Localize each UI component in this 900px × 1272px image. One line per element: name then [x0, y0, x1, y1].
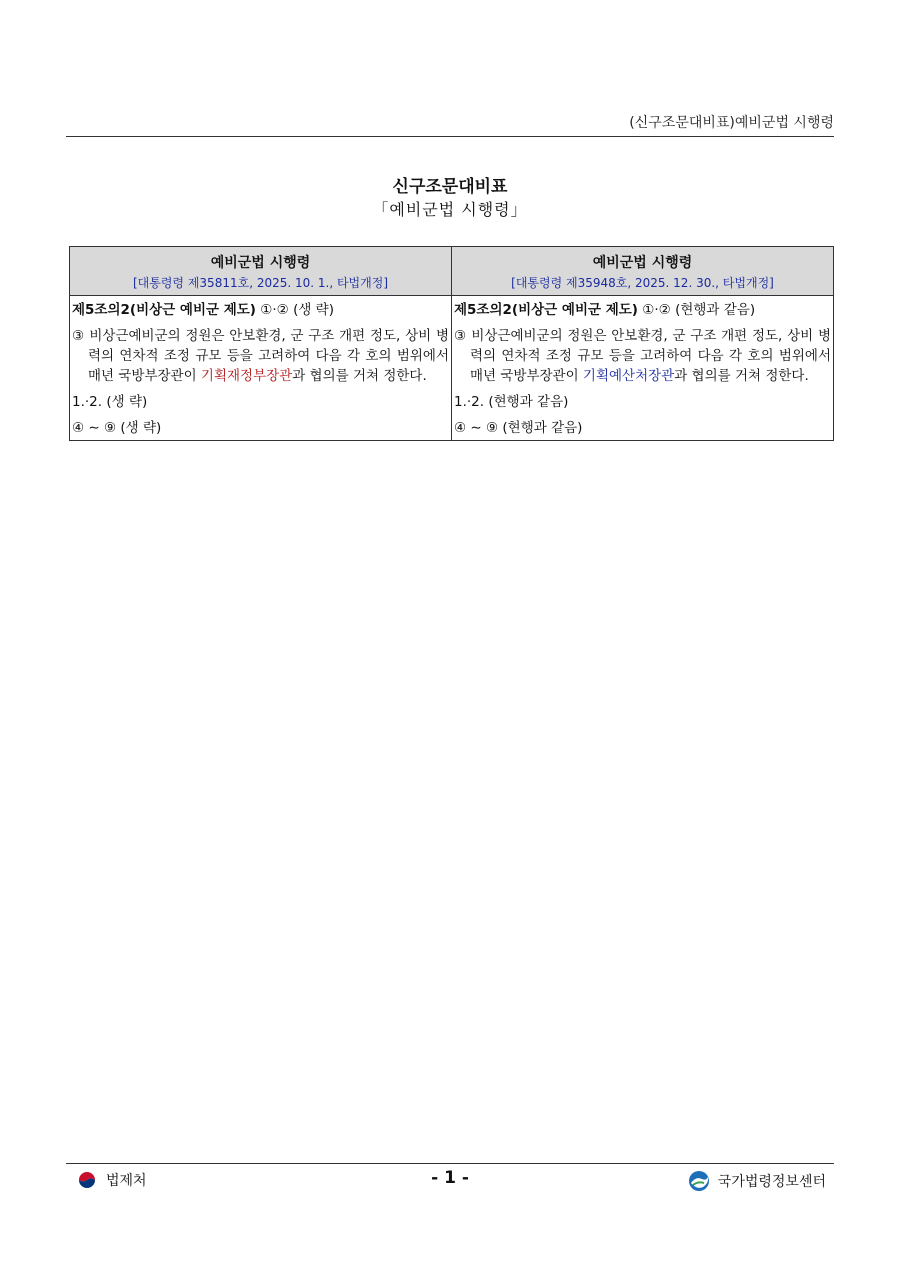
new-article-heading: 제5조의2(비상근 예비군 제도)	[454, 302, 638, 318]
new-para3-highlight: 기획예산처장관	[582, 368, 675, 384]
table-header-row	[70, 247, 834, 296]
old-para3-text: ③ 비상근예비군의 정원은 안보환경, 군 구조 개편 정도, 상비 병력의 연차적 조정 규모 등을 고려하여 다음 각 호의 범위에서 매년 국방부장관이	[72, 328, 449, 384]
old-article-tail: ①·② (생 략)	[255, 302, 334, 318]
new-items-4-9: ④ ∼ ⑨ (현행과 같음)	[454, 420, 583, 436]
old-items-1-2: 1.·2. (생 략)	[72, 394, 148, 410]
header-rule	[66, 136, 834, 137]
footer-rule	[66, 1163, 834, 1164]
table-body-row	[70, 296, 834, 441]
footer-ministry-label: 법제처	[106, 1173, 147, 1189]
new-article-tail: ①·② (현행과 같음)	[637, 302, 756, 318]
old-law-version: [대통령령 제35811호, 2025. 10. 1., 타법개정]	[132, 276, 389, 290]
running-header: (신구조문대비표)예비군법 시행령	[629, 115, 834, 131]
old-law-header	[70, 247, 452, 296]
old-para3-highlight: 기획재정부장관	[200, 368, 293, 384]
new-article-line	[454, 300, 831, 320]
document-title: 신구조문대비표	[392, 177, 508, 197]
old-article-line	[72, 300, 449, 320]
new-items-1-2: 1.·2. (현행과 같음)	[454, 394, 569, 410]
old-paragraph-3	[72, 326, 449, 386]
document-subtitle: 「예비군법 시행령」	[372, 200, 528, 219]
new-paragraph-3	[454, 326, 831, 386]
old-article-heading: 제5조의2(비상근 예비군 제도)	[72, 302, 256, 318]
old-items-4-9: ④ ∼ ⑨ (생 략)	[72, 420, 162, 436]
new-law-heading: 예비군법 시행령	[592, 255, 693, 271]
old-law-cell	[70, 296, 452, 441]
law-center-logo-icon	[688, 1170, 710, 1192]
new-para3-tail: 과 협의를 거쳐 정한다.	[674, 368, 809, 384]
footer-center-label: 국가법령정보센터	[717, 1174, 826, 1190]
old-para3-tail: 과 협의를 거쳐 정한다.	[292, 368, 427, 384]
new-law-cell	[452, 296, 834, 441]
page-number: - 1 -	[431, 1168, 469, 1188]
new-para3-text: ③ 비상근예비군의 정원은 안보환경, 군 구조 개편 정도, 상비 병력의 연차적 조정 규모 등을 고려하여 다음 각 호의 범위에서 매년 국방부장관이	[454, 328, 831, 384]
old-law-heading: 예비군법 시행령	[210, 255, 311, 271]
new-law-version: [대통령령 제35948호, 2025. 12. 30., 타법개정]	[511, 276, 774, 290]
comparison-table	[69, 246, 834, 441]
new-law-header	[452, 247, 834, 296]
footer-right	[688, 1170, 826, 1192]
